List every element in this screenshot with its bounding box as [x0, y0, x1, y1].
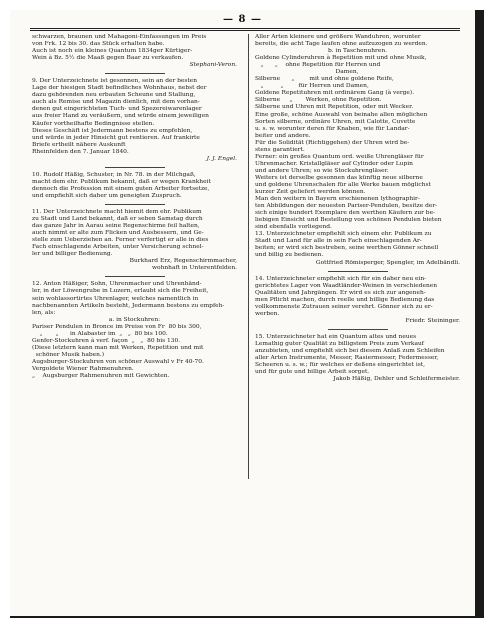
text-paragraph: 13. Unterzeichneter empfiehlt sich einem ehr. Publikum zu Stadt und Land für alle in sein Fach einschlagenden Ar- beiten; er wird sich bestreben, seine werthen Gönner schnell und billig zu bedienen.	[255, 231, 439, 259]
text-paragraph: schwarzen, braunen und Mahagoni-Einfassungen im Preis von Frk. 12 bis 30. das Stück erhalten habe.	[32, 34, 207, 48]
text-paragraph: Auch ist noch ein kleines Quantum 1834ger Kürtiger- Wein à Bz. 5½ die Maaß gegen Baar zu verkaufen.	[32, 48, 193, 62]
text-paragraph: Weiters ist derselbe gesonnen das künftig neue silberne und goldene Uhrenschalen für alle Werke bauen möglichst kurzer Zeit geliefert werden können.	[255, 174, 431, 196]
text-paragraph: Aller Arten kleinere und größere Wanduhren, worunter bereits, die acht Tage laufen ohne aufzuzogen zu werden.	[255, 34, 428, 48]
column-divider	[248, 34, 249, 479]
text-paragraph: Pariser Pendulen in Bronce im Preise von Fr 80 bis 300, „ „ in Alabaster im „ „ 80 bis 100. Genfer-Stockuhren à verf. façon „ „ 80 bis 130. (Diese letztern kann man mit Werken, Repetition und mit schöner Musik haben.)	[32, 323, 204, 358]
text-paragraph: Stephani-Veron.	[189, 62, 237, 69]
text-paragraph: Goldene Repetituhren mit ordinärem Gang (à verge). Silberne „ Werken, ohne Repetition. Silberne und Uhren mit Repetition, oder mit Wecker. Eine große, schöne Auswahl von beinahe allen möglichen Sorten silberne, ordinäre Uhren, mit Calotte, Cuvette u. s. w. worunter deren für Knaben, wie für Landar- beiter und andere.	[255, 90, 428, 139]
section-separator	[105, 167, 165, 168]
text-paragraph: Augsburger-Stockuhren von schöner Auswahl v Fr 40-70. Vergoldete Wiener Rahmenuhren.	[32, 358, 204, 372]
text-paragraph: 10. Rudolf Häßig, Schuster, in Nr. 78. in der Milchgaß, macht dem ehr. Publikum bekannt, daß er wegen Krankheit dennoch die Profession mit einem guten Arbeiter fortsetze, und empfiehlt sich daher um geneigten Zuspruch.	[32, 171, 211, 199]
right-column	[255, 34, 460, 383]
text-paragraph: Für die Solidität (Richtiggehen) der Uhren wird be- stens garantiert.	[255, 139, 410, 153]
section-separator	[328, 271, 388, 272]
text-paragraph: b. in Taschenuhren.	[327, 48, 387, 55]
text-paragraph: 14. Unterzeichneter empfiehlt sich für ein daher neu ein- gerichtetes Lager von Waadtländer-Weinen in verschiedenen Qualitäten und Jahrgängen. Er wird es sich zur angeneh- men Pflicht machen, durch reelle und billige Bedienung das vollkommenste Zutrauen seiner verehrt. Gönner sich zu er- werben.	[255, 275, 438, 317]
text-paragraph: J. J. Engel.	[206, 155, 237, 162]
text-paragraph: Silberne „ mit und ohne goldene Reife, „ „ für Herren und Damen,	[255, 76, 394, 90]
text-paragraph: Rheinfelden den 7. Januar 1840.	[32, 148, 129, 155]
newspaper-page	[10, 10, 484, 618]
section-separator	[328, 329, 388, 330]
section-separator	[105, 276, 165, 277]
text-paragraph: Man den weitern in Bayern erschienenen lythographir- ten Abbildungen der neuesten Pariser-Pendulen, besitze der- sich einige hundert Exemplare den werthen Käufern zur be- liebigen Einsicht und Bestellung von schönen Pendulen bieten sind ebenfalls vorliegend.	[255, 196, 442, 231]
text-paragraph: Gottfried Römisperger, Spengler, im Adelbändli.	[315, 259, 460, 266]
text-paragraph: Friedr. Steininger.	[405, 317, 460, 324]
text-paragraph: Burkhard Erz, Regenschirmmacher, wohnhaft in Unterentfelden.	[129, 258, 237, 272]
text-paragraph: 12. Anton Häßiger, Sohn, Uhrenmacher und Uhrenhänd- ler, in der Löwengrube in Luzern, erlaubt sich die Freiheit, sein wohlassortirtes Uhrenlager, welches namentlich in nachbenannten Artikeln besteht, Jedermann bestens zu empfeh- len, als:	[32, 281, 225, 316]
page-number: — 8 —	[223, 14, 262, 25]
text-paragraph: 15. Unterzeichneter hat ein Quantum altes und neues Lemathig guter Qualität zu billigstem Preis zum Verkauf anzubieten, und empfiehlt sich bei diesem Anlaß zum Schleifen aller Arten Instrumente, Messer, Rasiermesser, Federmesser, Scheeren u. s. w.; für welches er deßens eingerichtet ist, und für gute und billige Arbeit sorget.	[255, 333, 445, 376]
header-rule	[30, 28, 460, 29]
text-paragraph: „ Augsburger Rahmenuhren mit Gewichten.	[32, 373, 170, 380]
text-paragraph: 11. Der Unterzeichnete macht hiemit dem ehr. Publikum zu Stadt und Land bekannt, daß er seben Samstag durch das ganze Jahr in Aarau seine Regenschirme feil halten, auch nimmt er alte zum Flicken und Ausbessern, und Ge- stelle zum Ueberziehen an. Ferner verfertigt er alle in dies Fach einschlagende Arbeiten, unter Versicherung schnel- ler und billiger Bedienung.	[32, 208, 209, 258]
text-paragraph: Ferner: ein großes Quantum ord. weiße Uhrengläser für Uhrenmacher. Kristallgläser auf Cylinder oder Lupin und andere Uhren; so wie Stockuhrengläser.	[255, 153, 424, 174]
header-rule-double	[30, 30, 460, 31]
left-column	[32, 34, 237, 380]
text-paragraph: Dieses Geschäft ist Jedermann bestens zu empfehlen, und würde in jeder Hinsicht gut rentieren. Auf frankirte Briefe ertheilt nähere Auskunft	[32, 127, 200, 148]
section-separator	[105, 73, 165, 74]
text-paragraph: 9. Der Unterzeichnete ist gesonnen, sein an der besten Lage der hiesigen Stadt befindliches Wohnhaus, nebst der dazu gehörenden neu erbauten Scheune und Stallung, auch als Remise und Magazin dienlich, mit dem vorhan- denen gut eingerichteten Tuch- und Spezereiwarenlager aus freier Hand zu veräußern, und würde einem jeweiligen Käufer vortheilhafte Bedingnisse stellen.	[32, 78, 209, 127]
text-paragraph: Jakob Häßig, Dehler und Schleifermeister.	[333, 376, 460, 383]
text-paragraph: a. in Stockuhren:	[108, 316, 161, 323]
section-separator	[105, 204, 165, 205]
text-paragraph: Goldene Cylinderuhren à Repetition mit und ohne Musik, „ „ ohne Repetition für Herren und Damen,	[255, 55, 427, 76]
